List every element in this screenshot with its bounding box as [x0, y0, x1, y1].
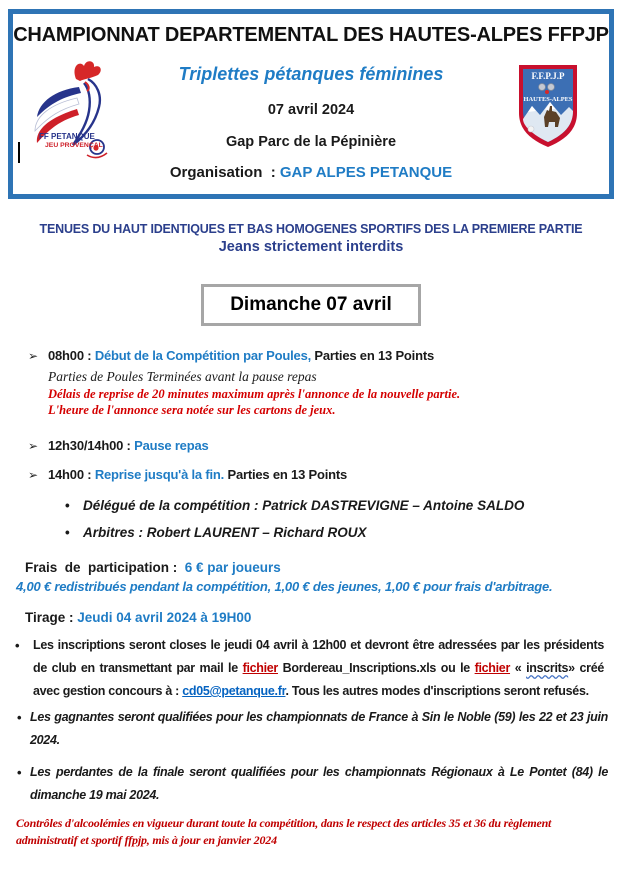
schedule-item-body — [48, 347, 460, 418]
dot-bullet-icon: • — [17, 765, 22, 780]
badge-boule-2 — [548, 84, 555, 91]
list-item — [65, 497, 622, 515]
fees-section — [0, 560, 622, 594]
registration-text: . Tous les autres modes d'inscriptions seront refusés. — [285, 684, 589, 698]
page-title: CHAMPIONNAT DEPARTEMENTAL DES HAUTES-ALPES FFPJP — [13, 24, 609, 46]
schedule-warning-2: L'heure de l'annonce sera notée sur les cartons de jeux. — [48, 403, 336, 417]
draw-label: Tirage : — [25, 610, 78, 625]
dot-bullet-icon: • — [65, 498, 70, 513]
badge-jack — [545, 90, 549, 94]
spellcheck-word: inscrits — [526, 661, 569, 675]
qualification-text: Les gagnantes seront qualifiées pour les championnats de France à Sin le Noble (59) les 22 et 23 juin 2024. — [30, 710, 608, 747]
dress-code-line2: Jeans strictement interdits — [218, 239, 404, 255]
left-logo-text-1: FF PETANQUE — [39, 132, 95, 141]
dot-bullet-icon: • — [17, 710, 22, 725]
draw-line — [0, 610, 622, 625]
officials-list — [0, 497, 622, 542]
schedule-item-0800 — [28, 347, 608, 418]
badge-boule-white — [528, 126, 534, 132]
dress-code-line1: TENUES DU HAUT IDENTIQUES ET BAS HOMOGENES SPORTIFS DES LA PREMIERE PARTIE — [39, 222, 583, 236]
schedule-line — [48, 437, 209, 455]
dot-bullet-icon: • — [15, 638, 20, 653]
file-link[interactable]: fichier — [474, 661, 511, 675]
schedule-suffix: Parties en 13 Points — [224, 467, 348, 482]
flyer-body — [0, 222, 622, 849]
event-date: 07 avril 2024 — [267, 102, 355, 118]
official-referees: Arbitres : Robert LAURENT – Richard ROUX — [83, 525, 367, 540]
organisation-value: GAP ALPES PETANQUE — [279, 164, 453, 181]
schedule-time: 14h00 : — [48, 467, 92, 482]
arrow-bullet-icon: ➢ — [28, 439, 39, 453]
schedule-note: Parties de Poules Terminées avant la pause repas — [48, 369, 317, 384]
list-item — [65, 524, 622, 542]
schedule-highlight: Reprise jusqu'à la fin. — [91, 467, 225, 482]
arrow-bullet-icon: ➢ — [28, 468, 39, 482]
organisation-line — [13, 164, 609, 181]
badge-boule-1 — [539, 84, 546, 91]
day-box: Dimanche 07 avril — [201, 284, 421, 326]
registration-paragraph — [15, 634, 604, 703]
fees-line — [0, 560, 622, 575]
text-cursor-artifact — [18, 142, 20, 163]
schedule-suffix: Parties en 13 Points — [311, 348, 434, 363]
file-link[interactable]: fichier — [242, 661, 278, 675]
fees-value: 6 € par joueurs — [184, 560, 281, 575]
header — [8, 9, 614, 199]
registration-text: « — [510, 661, 527, 675]
qualification-text: Les perdantes de la finale seront qualifiées pour les championnats Régionaux à Le Pontet (84) le dimanche 19 mai 2024. — [30, 765, 608, 802]
fees-detail: 4,00 € redistribués pendant la compétition, 1,00 € des jeunes, 1,00 € pour frais d'arbitrage. — [16, 579, 553, 594]
hautes-alpes-badge — [517, 63, 579, 149]
draw-value: Jeudi 04 avril 2024 à 19H00 — [77, 610, 252, 625]
badge-text-2: HAUTES-ALPES — [523, 96, 573, 103]
event-subtitle: Triplettes pétanques féminines — [178, 64, 444, 84]
left-logo-text-2: JEU PROVENÇAL — [45, 142, 103, 149]
registration-text: Bordereau_Inscriptions.xls ou le — [278, 661, 475, 675]
rooster-crest — [75, 61, 101, 81]
qualification-winners — [17, 706, 608, 752]
registration-text: Les inscriptions seront closes le jeudi 04 avril à 12h00 et devront être adressées par les présidents de club en transmettant par mail le — [33, 638, 604, 675]
badge-text-1: F.F.P.J.P — [531, 71, 565, 81]
schedule-highlight: Pause repas — [130, 438, 209, 453]
schedule-item-1400 — [28, 466, 608, 484]
event-venue: Gap Parc de la Pépinière — [225, 134, 397, 150]
schedule-time: 12h30/14h00 : — [48, 438, 131, 453]
dot-bullet-icon: • — [65, 525, 70, 540]
schedule-line — [48, 347, 460, 365]
alcohol-control-note: Contrôles d'alcoolémies en vigueur durant toute la compétition, dans le respect des articles 35 et 36 du règlement administratif et sportif ffpjp, mis à jour en janvier 2024 — [16, 816, 552, 847]
ffpjp-rooster-logo — [29, 57, 129, 161]
schedule-warning-1: Délais de reprise de 20 minutes maximum après l'annonce de la nouvelle partie. — [48, 387, 461, 401]
fees-label: Frais de participation : — [25, 560, 185, 575]
registration-text: » créé avec gestion concours à : — [33, 661, 604, 698]
arrow-bullet-icon: ➢ — [28, 349, 39, 363]
organisation-label: Organisation : — [169, 164, 280, 181]
qualification-losers — [17, 761, 608, 807]
schedule — [0, 347, 622, 484]
schedule-highlight: Début de la Compétition par Poules, — [91, 348, 312, 363]
official-delegates: Délégué de la compétition : Patrick DASTREVIGNE – Antoine SALDO — [83, 498, 525, 513]
schedule-time: 08h00 : — [48, 348, 92, 363]
email-link[interactable]: cd05@petanque.fr — [182, 684, 286, 698]
schedule-item-pause — [28, 437, 608, 455]
schedule-line — [48, 466, 347, 484]
